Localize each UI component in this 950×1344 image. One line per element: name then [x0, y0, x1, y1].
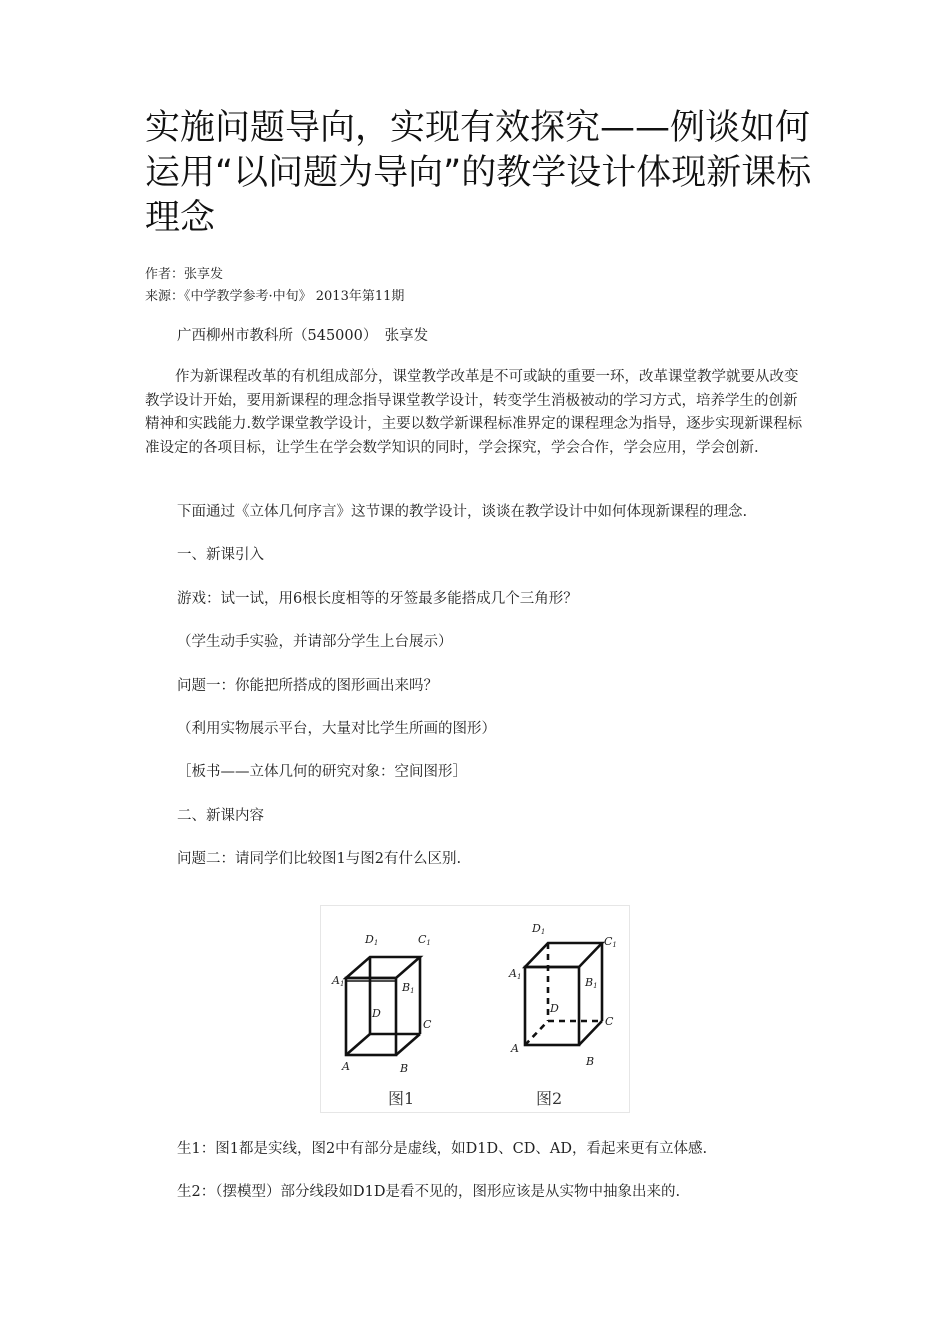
note-display: （利用实物展示平台，大量对比学生所画的图形）	[177, 721, 496, 737]
fig1-label-b: B	[400, 1062, 409, 1075]
fig2-label-d1: D1	[532, 922, 546, 936]
board-note: ［板书——立体几何的研究对象：空间图形］	[177, 764, 467, 780]
lead-paragraph: 下面通过《立体几何序言》这节课的教学设计，谈谈在教学设计中如何体现新课程的理念.	[177, 504, 748, 520]
fig1-label-b1: B1	[402, 981, 415, 995]
fig1-caption: 图1	[388, 1089, 415, 1108]
source-line: 来源：《中学教学参考·中旬》 2013年第11期	[145, 289, 405, 304]
article-title: 实施问题导向，实现有效探究——例谈如何运用“以问题为导向”的教学设计体现新课标理念	[145, 108, 812, 238]
fig1-label-d: D	[372, 1007, 381, 1020]
fig2-label-a1: A1	[509, 967, 522, 981]
fig2-label-b1: B1	[585, 976, 598, 990]
author-line: 作者：张享发	[145, 267, 224, 282]
fig2-label-a: A	[511, 1042, 519, 1055]
cube-comparison-figure	[320, 905, 630, 1113]
fig1-label-a1: A1	[332, 974, 345, 988]
fig1-label-c: C	[423, 1018, 432, 1031]
fig2-label-d: D	[550, 1002, 559, 1015]
question-two: 问题二：请同学们比较图1与图2有什么区别.	[177, 851, 462, 867]
cube-figure-svg	[320, 905, 630, 1113]
affiliation-line: 广西柳州市教科所（545000） 张享发	[177, 328, 429, 344]
student-answer-1: 生1：图1都是实线，图2中有部分是虚线，如D1D、CD、AD，看起来更有立体感.	[177, 1141, 708, 1157]
fig2-label-c1: C1	[604, 935, 617, 949]
fig2-label-c: C	[605, 1015, 614, 1028]
fig2-caption: 图2	[536, 1089, 563, 1108]
section-heading-intro: 一、新课引入	[177, 547, 264, 563]
intro-paragraph: 作为新课程改革的有机组成部分，课堂教学改革是不可或缺的重要一环，改革课堂教学就要从改变教学设计开始，要用新课程的理念指导课堂教学设计，转变学生消极被动的学习方式，培养学生的创新精神和实践能力.数学课堂教学设计，主要以数学新课程标准界定的课程理念为指导，逐步实现新课程标准设定的各项目标，让学生在学会数学知识的同时，学会探究，学会合作，学会应用，学会创新.	[145, 369, 803, 456]
fig1-label-c1: C1	[418, 933, 431, 947]
game-paragraph: 游戏：试一试，用6根长度相等的牙签最多能搭成几个三角形？	[177, 591, 578, 607]
student-answer-2: 生2：（摆模型）部分线段如D1D是看不见的，图形应该是从实物中抽象出来的.	[177, 1184, 681, 1200]
fig2-label-b: B	[586, 1055, 595, 1068]
note-experiment: （学生动手实验，并请部分学生上台展示）	[177, 634, 453, 650]
question-one: 问题一：你能把所搭成的图形画出来吗？	[177, 678, 438, 694]
fig1-label-a: A	[342, 1060, 350, 1073]
fig1-label-d1: D1	[365, 933, 379, 947]
section-heading-content: 二、新课内容	[177, 808, 264, 824]
